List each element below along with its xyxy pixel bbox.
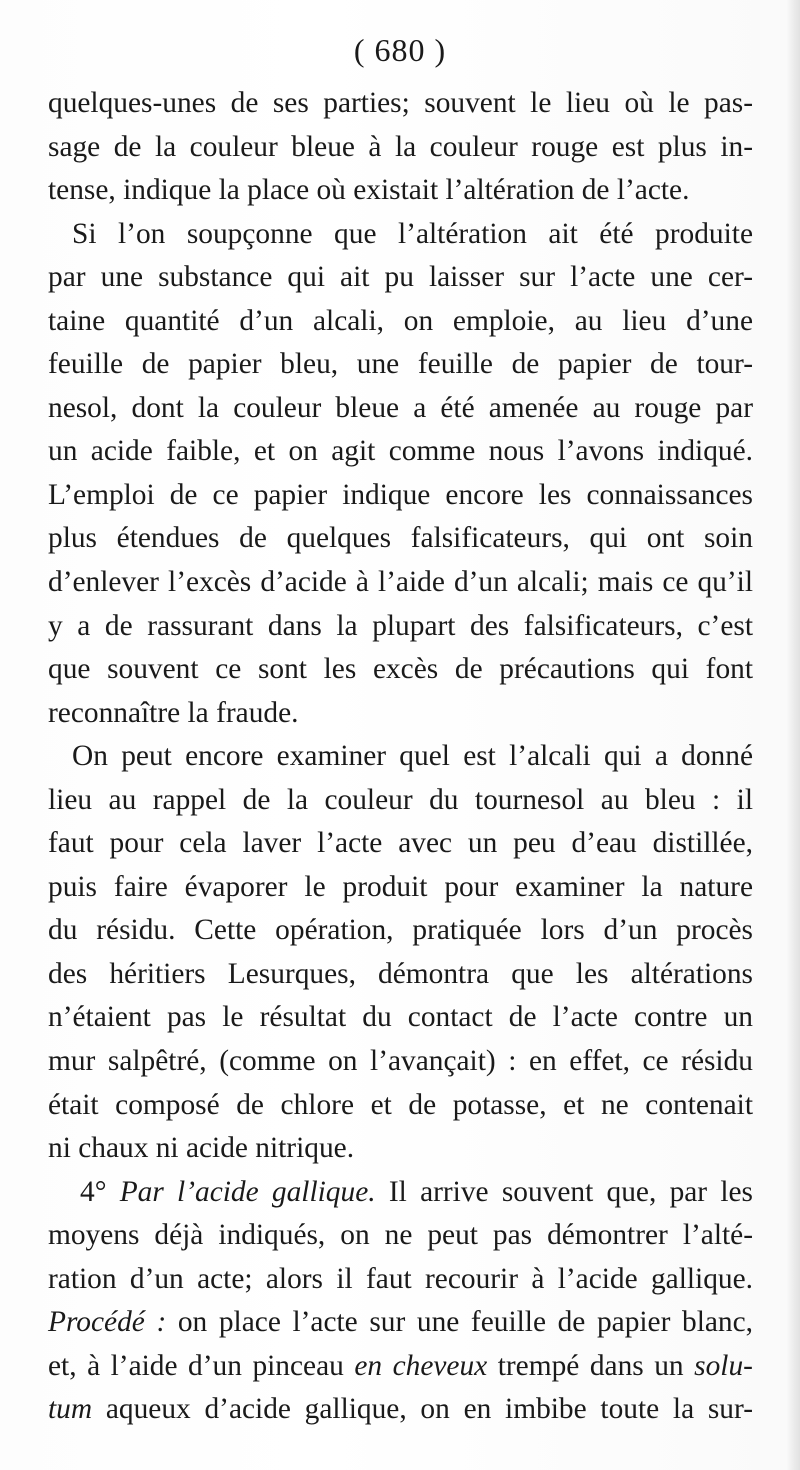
text-line: n’étaient pas le résultat du contact de l’acte contre un bbox=[48, 1001, 753, 1034]
italic-term: solu- bbox=[694, 1349, 753, 1382]
text-line: reconnaître la fraude. bbox=[48, 696, 299, 729]
text-line: mur salpêtré, (comme on l’avançait) : en effet, ce résidu bbox=[48, 1045, 753, 1078]
italic-term: tum bbox=[48, 1393, 93, 1426]
text-line: un acide faible, et on agit comme nous l’avons indiqué. bbox=[48, 435, 753, 468]
page-edge-shadow bbox=[786, 0, 800, 1470]
text-line: était composé de chlore et de potasse, et ne contenait bbox=[48, 1088, 753, 1121]
text-line: quelques-unes de ses parties; souvent le lieu où le pas- bbox=[48, 87, 753, 119]
text-line: moyens déjà indiqués, on ne peut pas démontrer l’alté- bbox=[48, 1219, 753, 1252]
italic-term: en cheveux bbox=[354, 1349, 488, 1382]
text-fragment: on place l’acte sur une feuille de papier blanc, bbox=[177, 1306, 753, 1339]
text-line: Si l’on soupçonne que l’altération ait été produite bbox=[72, 217, 753, 250]
text-line: y a de rassurant dans la plupart des falsificateurs, c’est bbox=[48, 609, 753, 642]
procedure-line bbox=[48, 1301, 753, 1345]
text-line: plus étendues de quelques falsificateurs, qui ont soin bbox=[48, 522, 753, 555]
section-4-first-line bbox=[48, 1171, 753, 1215]
text-line-mixed bbox=[48, 1388, 753, 1432]
text-line: par une substance qui ait pu laisser sur l’acte une cer- bbox=[48, 261, 753, 294]
text-line: faut pour cela laver l’acte avec un peu d’eau distillée, bbox=[48, 827, 753, 860]
text-line: feuille de papier bleu, une feuille de papier de tour- bbox=[48, 348, 753, 381]
text-line: que souvent ce sont les excès de précautions qui font bbox=[48, 653, 753, 686]
text-line-mixed bbox=[48, 1345, 753, 1389]
page-number: ( 680 ) bbox=[353, 32, 447, 68]
text-line: sage de la couleur bleue à la couleur rouge est plus in- bbox=[48, 130, 753, 163]
text-fragment: aqueux d’acide gallique, on en imbibe toute la sur- bbox=[105, 1393, 753, 1426]
section-number: 4° bbox=[80, 1175, 107, 1208]
text-line: ration d’un acte; alors il faut recourir à l’acide gallique. bbox=[48, 1262, 753, 1295]
text-fragment: et, à l’aide d’un pinceau bbox=[48, 1349, 344, 1382]
text-line: L’emploi de ce papier indique encore les connaissances bbox=[48, 478, 753, 511]
text-line: puis faire évaporer le produit pour examiner la nature bbox=[48, 870, 753, 903]
text-fragment: trempé dans un bbox=[497, 1349, 684, 1382]
text-line: ni chaux ni acide nitrique. bbox=[48, 1132, 355, 1165]
text-fragment: Il arrive souvent que, par les bbox=[388, 1175, 753, 1208]
section-title: Par l’acide gallique. bbox=[119, 1175, 376, 1208]
text-line: tense, indique la place où existait l’altération de l’acte. bbox=[48, 174, 690, 207]
text-line: d’enlever l’excès d’acide à l’aide d’un alcali; mais ce qu’il bbox=[48, 566, 753, 599]
body-text bbox=[48, 82, 753, 1432]
text-line: On peut encore examiner quel est l’alcali qui a donné bbox=[72, 740, 753, 773]
text-line: taine quantité d’un alcali, on emploie, au lieu d’une bbox=[48, 304, 753, 337]
text-line: du résidu. Cette opération, pratiquée lors d’un procès bbox=[48, 914, 753, 947]
text-line: des héritiers Lesurques, démontra que les altérations bbox=[48, 957, 753, 990]
text-line: nesol, dont la couleur bleue a été amenée au rouge par bbox=[48, 391, 753, 424]
text-line: lieu au rappel de la couleur du tournesol au bleu : il bbox=[48, 783, 753, 816]
procedure-label: Procédé : bbox=[48, 1306, 167, 1339]
